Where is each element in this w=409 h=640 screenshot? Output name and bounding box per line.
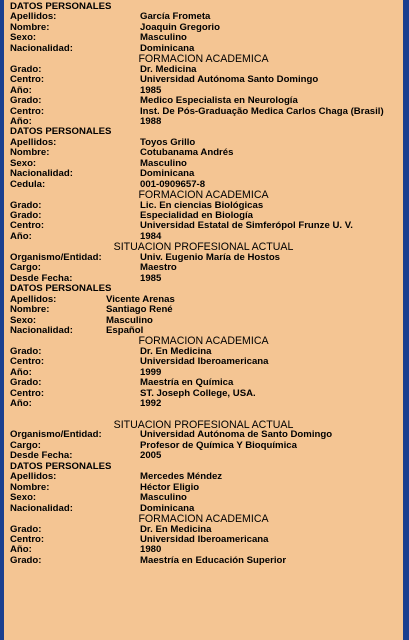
field-label: Año: — [10, 544, 32, 556]
field-label: Año: — [10, 366, 32, 378]
field-label: Nombre: — [10, 147, 50, 159]
field-label: Grado: — [10, 210, 42, 221]
section-heading: FORMACION ACADEMICA — [138, 513, 269, 526]
field-row — [10, 200, 403, 211]
field-row — [10, 367, 403, 378]
field-value: 1999 — [140, 366, 162, 378]
field-label: Año: — [10, 115, 32, 127]
field-value: 1988 — [140, 115, 162, 127]
field-row — [10, 534, 403, 545]
field-value: Masculino — [140, 32, 187, 44]
field-label: Sexo: — [10, 32, 37, 44]
field-row — [10, 555, 403, 566]
field-row — [10, 22, 403, 33]
field-label: Cargo: — [10, 439, 41, 451]
field-row — [10, 32, 403, 43]
field-row — [10, 64, 403, 75]
field-value: Mercedes Méndez — [140, 471, 223, 483]
field-label: Sexo: — [10, 314, 37, 326]
field-row — [10, 220, 403, 231]
content-panel — [4, 0, 403, 640]
field-label: Nacionalidad: — [10, 42, 73, 54]
field-row — [10, 252, 403, 263]
field-value: Inst. De Pós-Graduação Medica Carlos Chaga (Brasil) — [140, 105, 384, 117]
field-row — [10, 116, 403, 127]
field-value: ST. Joseph College, USA. — [140, 387, 256, 399]
field-value: Vicente Arenas — [106, 293, 175, 305]
field-row — [10, 544, 403, 555]
field-value: 1985 — [140, 84, 162, 96]
section-heading: SITUACION PROFESIONAL ACTUAL — [113, 419, 294, 431]
field-row — [10, 11, 403, 22]
field-label: Cargo: — [10, 262, 41, 274]
field-value: 1980 — [140, 544, 162, 556]
field-row — [10, 482, 403, 493]
field-row — [10, 377, 403, 388]
field-value: Dominicana — [140, 42, 195, 54]
field-row — [10, 471, 403, 482]
field-row — [10, 388, 403, 399]
personal-data-heading: DATOS PERSONALES — [10, 126, 112, 138]
field-label: Apellidos: — [10, 11, 57, 23]
field-label: Cedula: — [10, 178, 46, 190]
field-label: Centro: — [10, 387, 45, 399]
field-value: Lic. En ciencias Biológicas — [140, 199, 264, 211]
field-value: Universidad Estatal de Simferópol Frunze U. V. — [140, 220, 353, 232]
field-label: Sexo: — [10, 492, 37, 504]
field-value: 1992 — [140, 398, 162, 410]
field-label: Nombre: — [10, 21, 50, 33]
field-value: García Frometa — [140, 11, 211, 23]
section-heading: FORMACION ACADEMICA — [138, 53, 269, 66]
field-row — [10, 398, 403, 409]
field-row — [10, 315, 403, 326]
field-label: Grado: — [10, 523, 42, 535]
field-value: Dominicana — [140, 502, 195, 514]
field-label: Grado: — [10, 345, 42, 357]
field-label: Apellidos: — [10, 471, 57, 483]
field-value: Dr. En Medicina — [140, 523, 212, 535]
field-row — [10, 158, 403, 169]
section-heading: SITUACION PROFESIONAL ACTUAL — [113, 241, 294, 254]
field-value: Dr. En Medicina — [140, 345, 212, 357]
field-label: Apellidos: — [10, 136, 57, 148]
field-row — [10, 503, 403, 514]
personal-data-heading: DATOS PERSONALES — [10, 460, 112, 472]
field-value: 1985 — [140, 272, 162, 284]
field-row — [10, 524, 403, 535]
field-label: Grado: — [10, 554, 42, 566]
field-label: Centro: — [10, 220, 45, 232]
field-value: Universidad Autónoma Santo Domingo — [140, 74, 319, 86]
field-row — [10, 137, 403, 148]
field-row — [10, 492, 403, 503]
field-value: Dominicana — [140, 168, 195, 180]
field-value: Español — [106, 324, 144, 336]
field-label: Nacionalidad: — [10, 168, 73, 180]
field-label: Sexo: — [10, 157, 37, 169]
field-label: Año: — [10, 230, 32, 242]
field-value: 001-0909657-8 — [140, 178, 206, 190]
field-row — [10, 147, 403, 158]
field-row — [10, 74, 403, 85]
field-label: Nombre: — [10, 304, 50, 316]
field-row — [10, 450, 403, 461]
field-label: Desde Fecha: — [10, 450, 73, 462]
field-label: Grado: — [10, 63, 42, 75]
field-value: 2005 — [140, 450, 162, 462]
field-value: Universidad Iberoamericana — [140, 356, 269, 368]
field-value: Univ. Eugenio María de Hostos — [140, 251, 281, 263]
field-label: Centro: — [10, 356, 45, 368]
personal-data-heading: DATOS PERSONALES — [10, 283, 112, 295]
field-row — [10, 325, 403, 336]
field-row — [10, 106, 403, 117]
personal-data-heading: DATOS PERSONALES — [10, 1, 112, 12]
field-value: Especialidad en Biología — [140, 210, 254, 221]
field-label: Apellidos: — [10, 293, 57, 305]
field-label: Nombre: — [10, 481, 50, 493]
section-heading: FORMACION ACADEMICA — [138, 189, 269, 202]
field-label: Organismo/Entidad: — [10, 429, 102, 441]
field-value: Dr. Medicina — [140, 63, 197, 75]
field-label: Grado: — [10, 377, 42, 389]
field-row — [10, 429, 403, 440]
field-label: Nacionalidad: — [10, 324, 73, 336]
field-row — [10, 95, 403, 106]
field-label: Desde Fecha: — [10, 272, 73, 284]
field-value: Joaquin Gregorio — [140, 21, 220, 33]
field-row — [10, 440, 403, 451]
field-value: Masculino — [140, 492, 187, 504]
field-row — [10, 273, 403, 284]
field-row — [10, 304, 403, 315]
field-label: Grado: — [10, 95, 42, 107]
field-row — [10, 294, 403, 305]
field-label: Organismo/Entidad: — [10, 251, 102, 263]
field-value: 1984 — [140, 230, 162, 242]
field-value: Masculino — [140, 157, 187, 169]
field-row — [10, 346, 403, 357]
field-label: Año: — [10, 398, 32, 410]
field-value: Maestría en Educación Superior — [140, 554, 287, 566]
field-value: Profesor de Química Y Bioquímica — [140, 439, 297, 451]
field-row — [10, 262, 403, 273]
field-row — [10, 43, 403, 54]
field-label: Nacionalidad: — [10, 502, 73, 514]
field-value: Santiago René — [106, 304, 173, 316]
field-value: Universidad Iberoamericana — [140, 533, 269, 545]
field-label: Año: — [10, 84, 32, 96]
field-row — [10, 356, 403, 367]
field-row — [10, 210, 403, 221]
field-row — [10, 85, 403, 96]
field-value: Masculino — [106, 314, 153, 326]
field-label: Grado: — [10, 199, 42, 211]
field-value: Maestro — [140, 262, 177, 274]
field-value: Héctor Eligio — [140, 481, 200, 493]
field-label: Centro: — [10, 105, 45, 117]
field-label: Centro: — [10, 74, 45, 86]
field-row — [10, 231, 403, 242]
field-value: Cotubanama Andrés — [140, 147, 234, 159]
field-label: Centro: — [10, 533, 45, 545]
field-value: Universidad Autónoma de Santo Domingo — [140, 429, 333, 441]
field-row — [10, 168, 403, 179]
section-heading: FORMACION ACADEMICA — [138, 335, 269, 348]
field-value: Maestría en Química — [140, 377, 234, 389]
field-value: Medico Especialista en Neurología — [140, 95, 298, 107]
field-value: Toyos Grillo — [140, 136, 196, 148]
field-row — [10, 179, 403, 190]
